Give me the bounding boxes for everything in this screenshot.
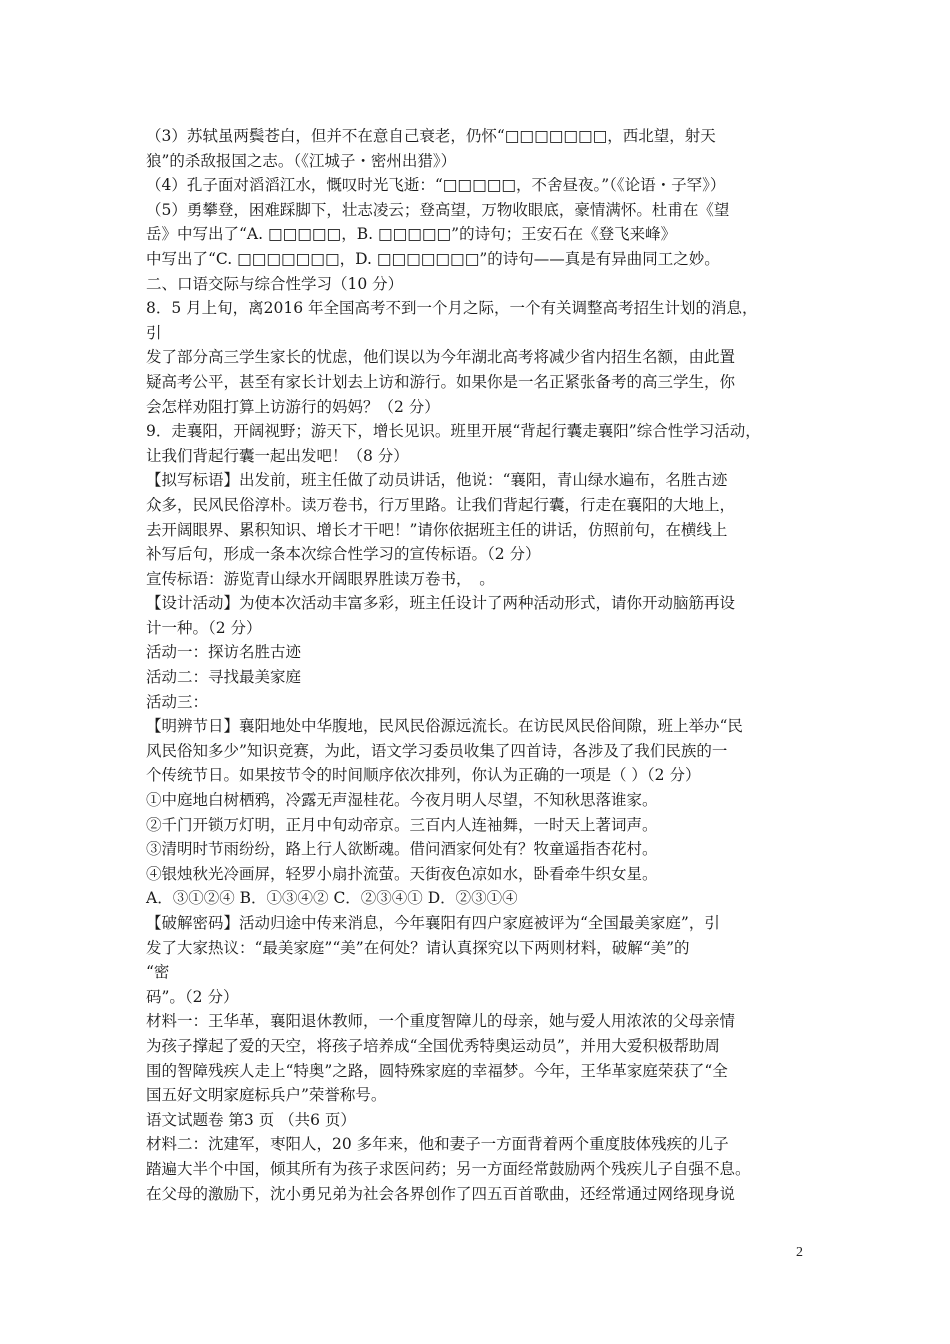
text-line: 会怎样劝阻打算上访游行的妈妈？（2 分） xyxy=(146,397,440,416)
text-line: 发了部分高三学生家长的忧虑，他们误以为今年湖北高考将减少省内招生名额，由此置 xyxy=(146,348,736,367)
text-line: 码”。（2 分） xyxy=(146,987,239,1006)
text-line: 引 xyxy=(146,323,162,342)
text-line: 宣传标语：游览青山绿水开阔眼界胜读万卷书， 。 xyxy=(146,569,495,588)
text-line: 风民俗知多少”知识竞赛，为此，语文学习委员收集了四首诗，各涉及了我们民族的一 xyxy=(146,741,728,760)
text-line: 计一种。（2 分） xyxy=(146,618,262,637)
document-body xyxy=(146,124,826,1206)
text-line: 材料一：王华革，襄阳退休教师，一个重度智障儿的母亲，她与爱人用浓浓的父母亲情 xyxy=(146,1012,736,1031)
text-line: 去开阔眼界、累积知识、增长才干吧！”请你依据班主任的讲话，仿照前句，在横线上 xyxy=(146,520,728,539)
text-line: 踏遍大半个中国，倾其所有为孩子求医问药；另一方面经常鼓励两个残疾儿子自强不息。 xyxy=(146,1159,751,1178)
text-line: ①中庭地白树栖鸦，冷露无声湿桂花。今夜月明人尽望，不知秋思落谁家。 xyxy=(146,791,658,810)
text-line: 为孩子撑起了爱的天空，将孩子培养成“全国优秀特奥运动员”，并用大爱积极帮助周 xyxy=(146,1036,720,1055)
text-line: 岳》中写出了“A. □□□□□，B. □□□□□”的诗句；王安石在《登飞来峰》 xyxy=(146,225,677,244)
text-line: （4）孔子面对滔滔江水，慨叹时光飞逝：“□□□□□，不舍昼夜。”（《论语・子罕》） xyxy=(146,176,726,195)
text-line: 发了大家热议：“最美家庭”“美”在何处？请认真探究以下两则材料，破解“美”的 xyxy=(146,938,690,957)
text-line: 【明辨节日】襄阳地处中华腹地，民风民俗源远流长。在访民风民俗间隙，班上举办“民 xyxy=(146,717,743,736)
text-line: 围的智障残疾人走上“特奥”之路，圆特殊家庭的幸福梦。今年，王华革家庭荣获了“全 xyxy=(146,1061,728,1080)
text-line: 【拟写标语】出发前，班主任做了动员讲话，他说：“襄阳，青山绿水遍布，名胜古迹 xyxy=(146,471,728,490)
text-line: ②千门开锁万灯明，正月中旬动帝京。三百内人连袖舞，一时天上著词声。 xyxy=(146,815,658,834)
text-line: 疑高考公平，甚至有家长计划去上访和游行。如果你是一名正紧张备考的高三学生，你 xyxy=(146,372,736,391)
text-line: A．③①②④ B．①③④② C．②③④① D．②③①④ xyxy=(146,889,518,908)
text-line: 狼”的杀敌报国之志。（《江城子・密州出猎》） xyxy=(146,151,457,170)
text-line: 活动一：探访名胜古迹 xyxy=(146,643,302,662)
text-line: “密 xyxy=(146,963,170,982)
text-line: 9．走襄阳，开阔视野；游天下，增长见识。班里开展“背起行囊走襄阳”综合性学习活动， xyxy=(146,422,761,441)
text-line: 【破解密码】活动归途中传来消息，今年襄阳有四户家庭被评为“全国最美家庭”，引 xyxy=(146,914,720,932)
text-line: 中写出了“C. □□□□□□□，D. □□□□□□□”的诗句——真是有异曲同工之妙。 xyxy=(146,249,720,268)
text-line: （3）苏轼虽两鬓苍白，但并不在意自己衰老，仍怀“□□□□□□□，西北望，射天 xyxy=(146,127,716,145)
text-line: 材料二：沈建军，枣阳人，20 多年来，他和妻子一方面背着两个重度肢体残疾的儿子 xyxy=(146,1135,729,1154)
text-line: 补写后句，形成一条本次综合性学习的宣传标语。（2 分） xyxy=(146,545,541,564)
text-line: 语文试题卷 第3 页 （共6 页） xyxy=(146,1110,356,1129)
text-line: ③清明时节雨纷纷，路上行人欲断魂。借问酒家何处有？牧童遥指杏花村。 xyxy=(146,840,658,859)
text-line: 【设计活动】为使本次活动丰富多彩，班主任设计了两种活动形式，请你开动脑筋再设 xyxy=(146,594,736,613)
text-line: （5）勇攀登，困难踩脚下，壮志凌云；登高望，万物收眼底，豪情满怀。杜甫在《望 xyxy=(146,200,730,219)
text-line: 个传统节日。如果按节令的时间顺序依次排列，你认为正确的一项是（ ）（2 分） xyxy=(146,766,701,785)
text-line: 活动三： xyxy=(146,692,209,711)
text-line: 在父母的激励下，沈小勇兄弟为社会各界创作了四五百首歌曲，还经常通过网络现身说 xyxy=(146,1184,736,1203)
text-line: 活动二：寻找最美家庭 xyxy=(146,668,302,687)
text-line: 二、口语交际与综合性学习（10 分） xyxy=(146,274,404,293)
page-number: 2 xyxy=(796,1245,803,1260)
text-line: ④银烛秋光冷画屏，轻罗小扇扑流萤。天街夜色凉如水，卧看牵牛织女星。 xyxy=(146,864,658,883)
text-line: 8．5 月上旬，离2016 年全国高考不到一个月之际，一个有关调整高考招生计划的消息， xyxy=(146,299,758,318)
text-line: 国五好文明家庭标兵户”荣誉称号。 xyxy=(146,1086,387,1105)
text-line: 让我们背起行囊一起出发吧！（8 分） xyxy=(146,446,409,465)
text-line: 众多，民风民俗淳朴。读万卷书，行万里路。让我们背起行囊，行走在襄阳的大地上， xyxy=(146,495,736,514)
